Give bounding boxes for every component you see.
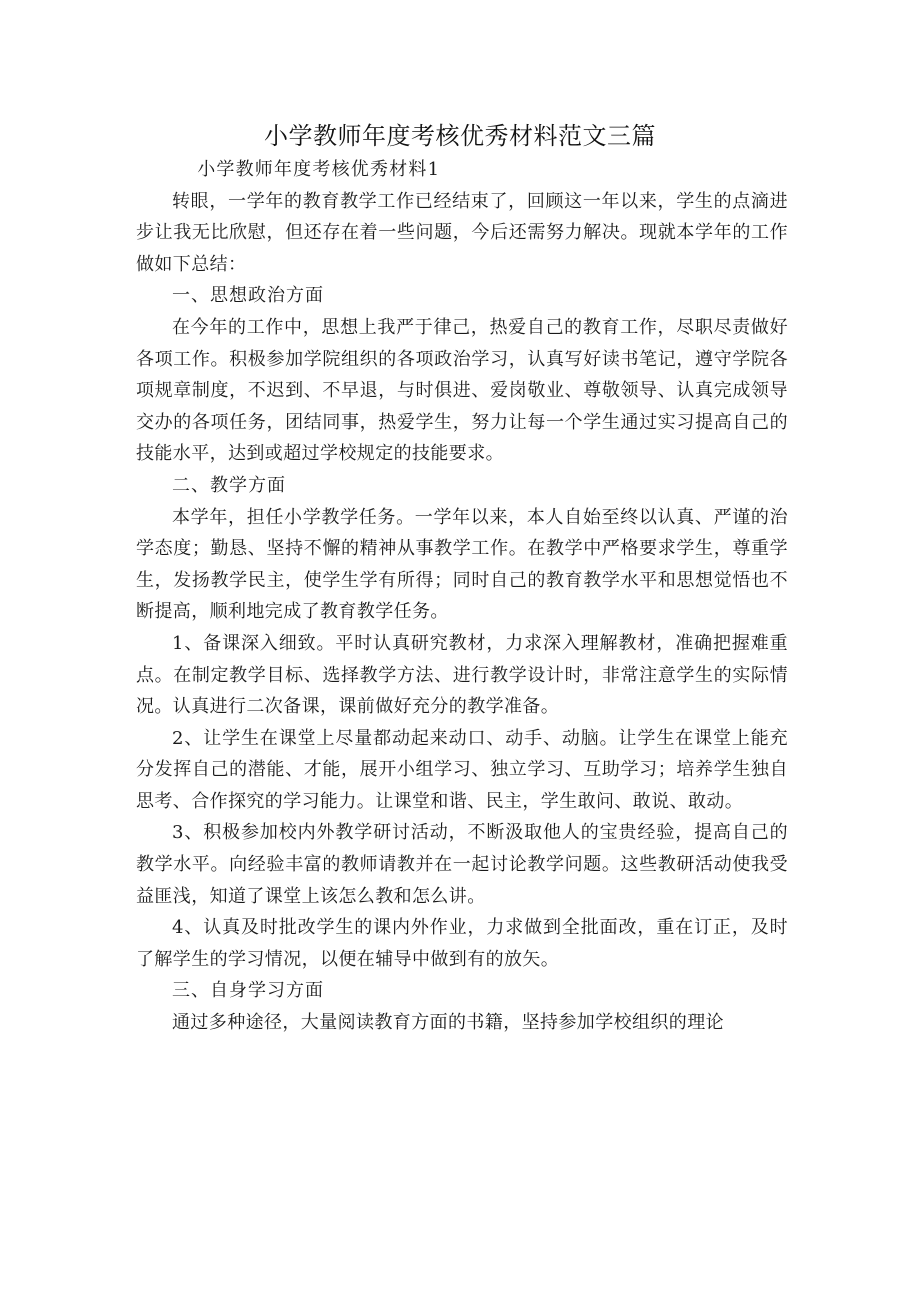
document-body: [136, 154, 788, 1039]
document-subtitle: 小学教师年度考核优秀材料1: [197, 159, 441, 180]
paragraph-item-3: 3、积极参加校内外教学研讨活动，不断汲取他人的宝贵经验，提高自己的教学水平。向经验丰富的教师请教并在一起讨论教学问题。这些教研活动使我受益匪浅，知道了课堂上该怎么教和怎么讲。: [136, 822, 788, 907]
paragraph-item-4: 4、认真及时批改学生的课内外作业，力求做到全批面改，重在订正，及时了解学生的学习情况，以便在辅导中做到有的放矢。: [136, 917, 788, 970]
document-title: 小学教师年度考核优秀材料范文三篇: [264, 122, 656, 150]
paragraph-item-2: 2、让学生在课堂上尽量都动起来动口、动手、动脑。让学生在课堂上能充分发挥自己的潜能、才能，展开小组学习、独立学习、互助学习；培养学生独自思考、合作探究的学习能力。让课堂和谐、民主，学生敢问、敢说、敢动。: [136, 727, 788, 812]
paragraph-item-1: 1、备课深入细致。平时认真研究教材，力求深入理解教材，准确把握难重点。在制定教学目标、选择教学方法、进行教学设计时，非常注意学生的实际情况。认真进行二次备课，课前做好充分的教学准备。: [136, 632, 788, 718]
paragraph-self-study: 通过多种途径，大量阅读教育方面的书籍，坚持参加学校组织的理论: [172, 1012, 724, 1034]
section-heading-politics: 一、思想政治方面: [172, 285, 324, 307]
section-heading-self-study: 三、自身学习方面: [172, 980, 324, 1002]
paragraph-teaching: 本学年，担任小学教学任务。一学年以来，本人自始至终以认真、严谨的治学态度；勤恳、坚持不懈的精神从事教学工作。在教学中严格要求学生，尊重学生，发扬教学民主，使学生学有所得；同时自己的教育教学水平和思想觉悟也不断提高，顺利地完成了教育教学任务。: [136, 506, 788, 623]
paragraph-intro: 转眼，一学年的教育教学工作已经结束了，回顾这一年以来，学生的点滴进步让我无比欣慰，但还存在着一些问题，今后还需努力解决。现就本学年的工作做如下总结：: [136, 190, 788, 275]
paragraph-politics: 在今年的工作中，思想上我严于律己，热爱自己的教育工作，尽职尽责做好各项工作。积极参加学院组织的各项政治学习，认真写好读书笔记，遵守学院各项规章制度，不迟到、不早退，与时俱进、爱岗敬业、尊敬领导、认真完成领导交办的各项任务，团结同事，热爱学生，努力让每一个学生通过实习提高自己的技能水平，达到或超过学校规定的技能要求。: [136, 316, 788, 465]
section-heading-teaching: 二、教学方面: [172, 474, 286, 496]
